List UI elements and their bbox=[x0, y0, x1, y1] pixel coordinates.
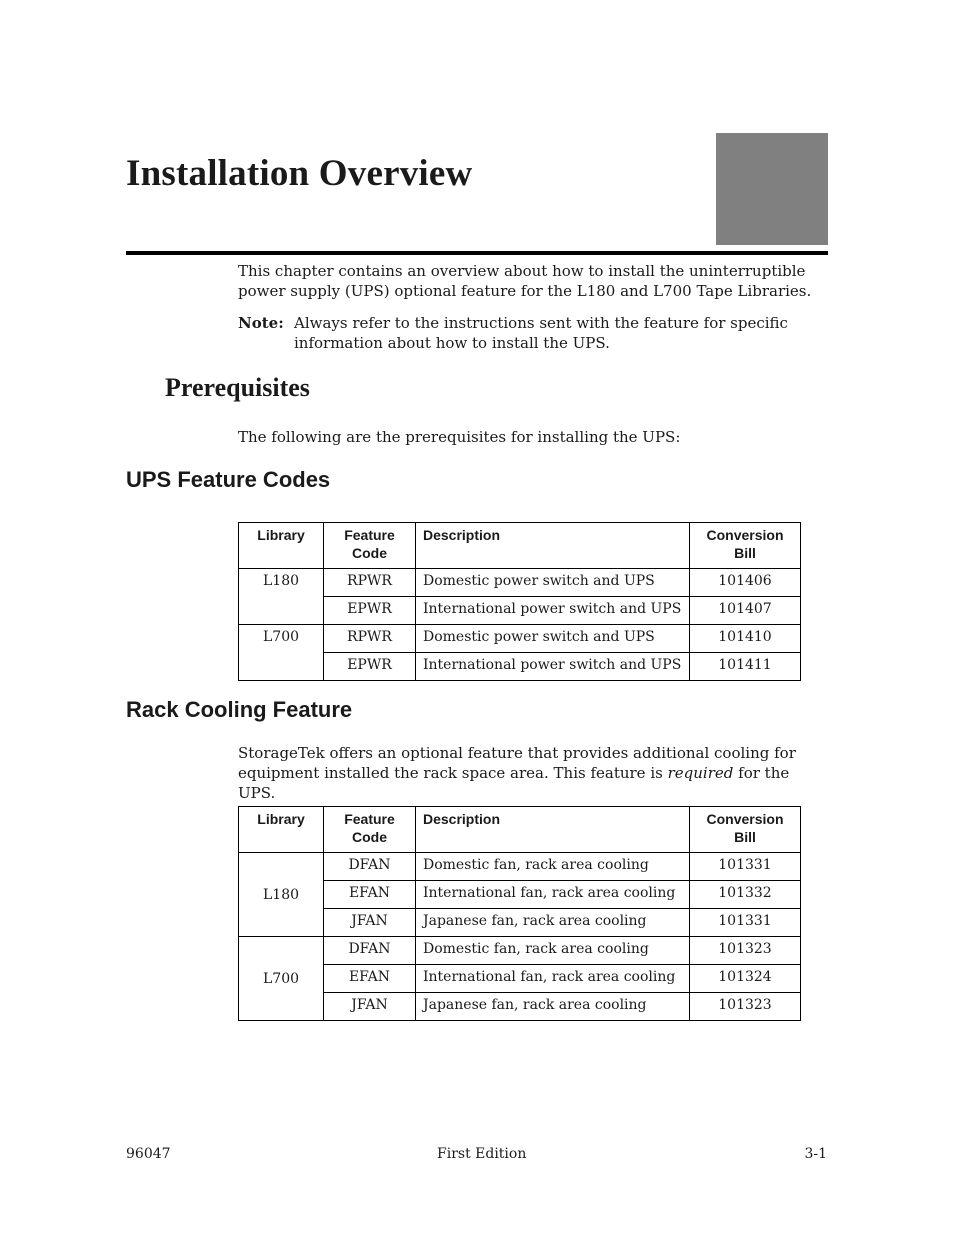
rack-cooling-table bbox=[238, 806, 801, 1021]
conversion-bill-cell: 101323 bbox=[690, 937, 801, 965]
column-header-feature-code: Feature Code bbox=[324, 523, 416, 569]
conversion-bill-cell: 101323 bbox=[690, 993, 801, 1021]
library-cell: L180 bbox=[239, 569, 324, 625]
chapter-title: Installation Overview bbox=[126, 153, 473, 194]
description-cell: Japanese fan, rack area cooling bbox=[416, 993, 690, 1021]
table-row bbox=[239, 937, 801, 965]
footer-doc-number: 96047 bbox=[126, 1146, 171, 1162]
chapter-tab-marker bbox=[716, 133, 828, 245]
rack-cooling-text-start: StorageTek offers an optional feature that provides additional cooling for equipment installed the rack space area. This feature is bbox=[238, 744, 796, 782]
description-cell: International fan, rack area cooling bbox=[416, 965, 690, 993]
column-header-library: Library bbox=[239, 523, 324, 569]
description-cell: Domestic power switch and UPS bbox=[416, 569, 690, 597]
title-rule bbox=[126, 251, 828, 255]
description-cell: International power switch and UPS bbox=[416, 597, 690, 625]
feature-code-cell: EFAN bbox=[324, 881, 416, 909]
description-cell: Domestic power switch and UPS bbox=[416, 625, 690, 653]
table-row bbox=[239, 909, 801, 937]
conversion-bill-cell: 101410 bbox=[690, 625, 801, 653]
rack-cooling-text bbox=[238, 743, 818, 803]
table-header-row bbox=[239, 807, 801, 853]
rack-cooling-text-end: for the UPS. bbox=[238, 764, 790, 802]
conversion-bill-cell: 101324 bbox=[690, 965, 801, 993]
feature-code-cell: RPWR bbox=[324, 625, 416, 653]
intro-paragraph: This chapter contains an overview about how to install the uninterruptible power supply (UPS) optional feature for the L180 and L700 Tape Libraries. bbox=[238, 262, 812, 300]
library-cell: L700 bbox=[239, 625, 324, 681]
table-header-row bbox=[239, 523, 801, 569]
required-emphasis: required bbox=[667, 764, 734, 782]
feature-code-cell: JFAN bbox=[324, 909, 416, 937]
note-text: Always refer to the instructions sent with the feature for specific information about how to install the UPS. bbox=[294, 314, 788, 352]
description-cell: Domestic fan, rack area cooling bbox=[416, 937, 690, 965]
feature-code-cell: EPWR bbox=[324, 597, 416, 625]
description-cell: Japanese fan, rack area cooling bbox=[416, 909, 690, 937]
table-row bbox=[239, 853, 801, 881]
column-header-description: Description bbox=[416, 523, 690, 569]
column-header-description: Description bbox=[416, 807, 690, 853]
note-label: Note: bbox=[238, 314, 284, 332]
prerequisites-text: The following are the prerequisites for installing the UPS: bbox=[238, 428, 681, 446]
feature-code-cell: RPWR bbox=[324, 569, 416, 597]
description-cell: International fan, rack area cooling bbox=[416, 881, 690, 909]
footer-edition: First Edition bbox=[437, 1146, 527, 1162]
prerequisites-heading: Prerequisites bbox=[165, 373, 310, 402]
feature-code-cell: DFAN bbox=[324, 853, 416, 881]
conversion-bill-cell: 101331 bbox=[690, 909, 801, 937]
table-row bbox=[239, 653, 801, 681]
ups-feature-codes-heading: UPS Feature Codes bbox=[126, 467, 331, 492]
conversion-bill-cell: 101332 bbox=[690, 881, 801, 909]
table-row bbox=[239, 597, 801, 625]
feature-code-cell: DFAN bbox=[324, 937, 416, 965]
column-header-library: Library bbox=[239, 807, 324, 853]
library-cell: L700 bbox=[239, 937, 324, 1021]
library-cell: L180 bbox=[239, 853, 324, 937]
feature-code-cell: EFAN bbox=[324, 965, 416, 993]
description-cell: Domestic fan, rack area cooling bbox=[416, 853, 690, 881]
footer-page-number: 3-1 bbox=[804, 1146, 827, 1162]
conversion-bill-cell: 101331 bbox=[690, 853, 801, 881]
conversion-bill-cell: 101411 bbox=[690, 653, 801, 681]
column-header-conversion-bill: Conversion Bill bbox=[690, 807, 801, 853]
feature-code-cell: JFAN bbox=[324, 993, 416, 1021]
description-cell: International power switch and UPS bbox=[416, 653, 690, 681]
conversion-bill-cell: 101407 bbox=[690, 597, 801, 625]
table-row bbox=[239, 965, 801, 993]
column-header-conversion-bill: Conversion Bill bbox=[690, 523, 801, 569]
table-row bbox=[239, 625, 801, 653]
feature-code-cell: EPWR bbox=[324, 653, 416, 681]
table-row bbox=[239, 881, 801, 909]
conversion-bill-cell: 101406 bbox=[690, 569, 801, 597]
table-row bbox=[239, 993, 801, 1021]
ups-feature-table bbox=[238, 522, 801, 681]
rack-cooling-heading: Rack Cooling Feature bbox=[126, 697, 353, 722]
column-header-feature-code: Feature Code bbox=[324, 807, 416, 853]
table-row bbox=[239, 569, 801, 597]
